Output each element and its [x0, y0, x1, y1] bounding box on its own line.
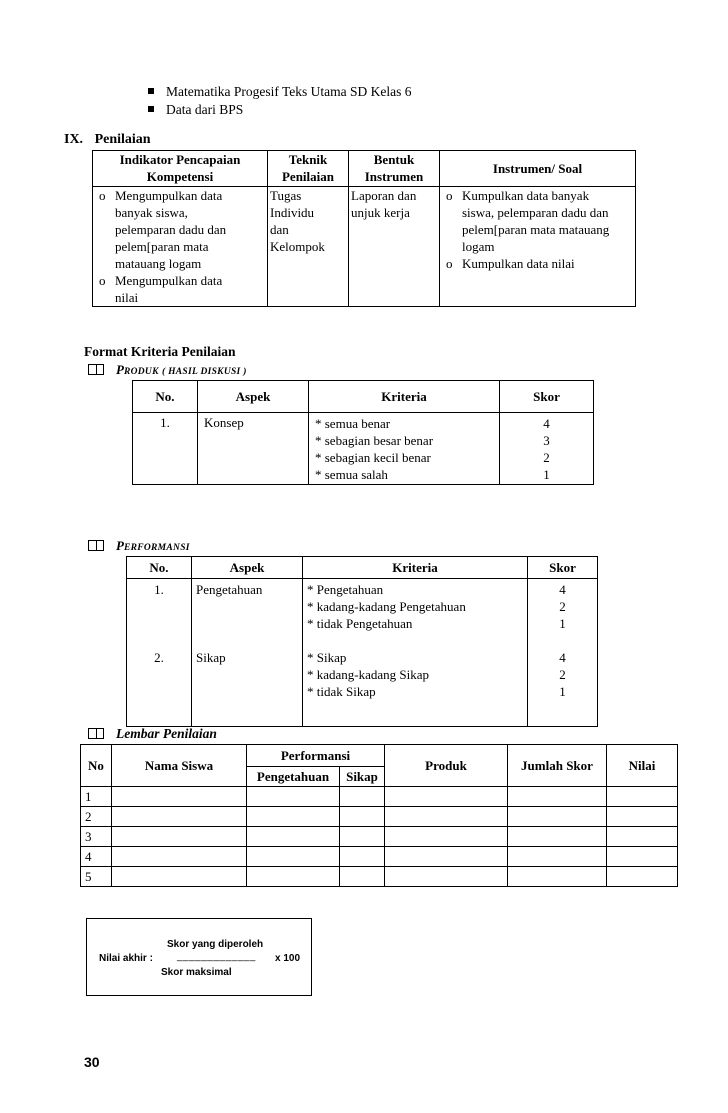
performansi-table: No. Aspek Kriteria Skor 1. 2. Pengetahuan Sikap * Pengetahuan * kadang-kadang Pengetahuan * tidak Pengetahuan * Sikap * kadang-kadang Sikap * tidak Sikap 4 2 1 4 2 1 — [126, 556, 598, 727]
instrumen-item: o Kumpulkan data banyak siswa, pelemparan dadu dan pelem[paran mata matauang logam — [444, 187, 635, 255]
table-row: 3 — [81, 827, 678, 847]
book-icon — [88, 540, 104, 551]
formula-denominator: Skor maksimal — [161, 967, 232, 978]
bentuk-cell: Laporan dan unjuk kerja — [349, 187, 440, 307]
lembar-label: Lembar Penilaian — [88, 726, 217, 742]
reference-item: Matematika Progesif Teks Utama SD Kelas 6 — [148, 84, 412, 100]
bullet-square-icon — [148, 106, 154, 112]
lembar-table: No Nama Siswa Performansi Produk Jumlah Skor Nilai Pengetahuan Sikap 1 2 3 4 5 — [80, 744, 678, 887]
teknik-cell: Tugas Individu dan Kelompok — [268, 187, 349, 307]
format-title: Format Kriteria Penilaian — [84, 344, 236, 359]
table-row: 4 — [81, 847, 678, 867]
indikator-item: o Mengumpulkan data nilai — [97, 272, 267, 306]
indikator-cell — [93, 187, 268, 307]
table-row: 1. Konsep * semua benar * sebagian besar benar * sebagian kecil benar * semua salah 4 3 2 1 — [133, 413, 594, 485]
bullet-square-icon — [148, 88, 154, 94]
section-title: Penilaian — [94, 132, 151, 147]
header-teknik: Teknik Penilaian — [268, 151, 349, 187]
formula-box — [86, 918, 312, 996]
instrumen-item: o Kumpulkan data nilai — [444, 255, 635, 272]
book-icon — [88, 364, 104, 375]
table-row: 2 — [81, 807, 678, 827]
table-row: 5 — [81, 867, 678, 887]
instrumen-cell — [440, 187, 636, 307]
produk-label: PRODUK ( HASIL DISKUSI ) — [88, 362, 247, 378]
produk-table: No. Aspek Kriteria Skor 1. Konsep * semua benar * sebagian besar benar * sebagian kecil benar * semua salah 4 3 2 1 — [132, 380, 594, 485]
reference-item: Data dari BPS — [148, 102, 243, 118]
performansi-label: PERFORMANSI — [88, 538, 190, 554]
section-number: IX. — [64, 132, 84, 147]
formula-fraction-line: _____________ — [177, 951, 256, 962]
header-bentuk: Bentuk Instrumen — [349, 151, 440, 187]
page-number: 30 — [84, 1054, 100, 1070]
assessment-table — [92, 150, 636, 307]
formula-prefix: Nilai akhir : — [99, 953, 153, 964]
formula-multiplier: x 100 — [275, 953, 301, 964]
book-icon — [88, 728, 104, 739]
header-indikator: Indikator Pencapaian Kompetensi — [93, 151, 268, 187]
table-row: 1. 2. Pengetahuan Sikap * Pengetahuan * kadang-kadang Pengetahuan * tidak Pengetahuan * Sikap * kadang-kadang Sikap * tidak Sikap 4 2 1 4 2 1 — [127, 579, 598, 727]
header-instrumen: Instrumen/ Soal — [440, 151, 636, 187]
section-heading — [64, 132, 151, 148]
formula-numerator: Skor yang diperoleh — [167, 939, 264, 950]
indikator-item: o Mengumpulkan data banyak siswa, pelemparan dadu dan pelem[paran mata matauang logam — [97, 187, 267, 272]
table-row: 1 — [81, 787, 678, 807]
